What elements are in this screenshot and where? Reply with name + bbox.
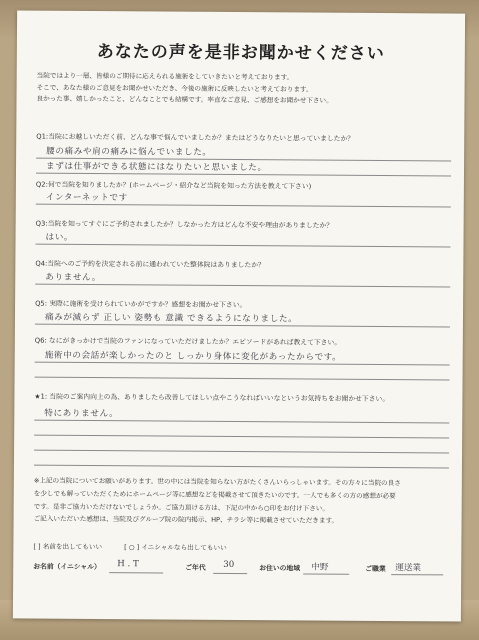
- rule-line: [35, 377, 450, 381]
- note-line: を少しでも解っていただくためにホームページ等に感想などを掲載させて頂きたいのです。一人でも多くの方の感想が必要: [33, 489, 396, 500]
- age-underline: [213, 573, 247, 574]
- page-title: あなたの声を是非お聞かせください: [96, 42, 385, 65]
- question-5: Q5: 実際に施術を受けられていかがですか？感想をお聞かせ下さい。: [35, 299, 247, 310]
- choice-name-ok[interactable]: [ ] 名前を出してもいい: [33, 542, 103, 552]
- intro-text: [36, 71, 456, 108]
- answer-1-line-1: 腰の痛みや肩の痛みに悩んでいました。: [46, 146, 212, 158]
- job-underline: [391, 574, 443, 575]
- rule-line: [34, 420, 449, 424]
- rule-line: [35, 284, 450, 288]
- answer-1-line-2: まずは仕事ができる状態にはなりたいと思いました。: [46, 161, 267, 174]
- age-label: ご年代: [185, 563, 206, 572]
- intro-line: 当院ではより一層、皆様のご期待に応えられる施術をしていきたいと考えております。: [36, 71, 294, 82]
- job-value: 運送業: [395, 563, 422, 574]
- area-label: お住いの地域: [259, 564, 301, 573]
- question-3: Q3:当院を知ってすぐにご予約されましたか？しなかった方はどんな不安や理由がありましたか？: [35, 219, 334, 230]
- job-label: ご職業: [365, 564, 386, 574]
- question-6: Q6: なにがきっかけで当院のファンになっていただけましたか？エピソードがあれば教えて下さい。: [34, 336, 342, 347]
- note-line: ※上記の当院についてお願いがあります。世の中には当院を知らない方がたくさんいらっしゃいます。その方々に当院の良さ: [33, 476, 401, 488]
- rule-line: [35, 362, 450, 366]
- question-4: Q4:当院へのご予約を決定される前に通われていた整体院はありましたか？: [35, 259, 265, 270]
- choice-initial-ok[interactable]: [ ○ ] イニシャルなら出してもいい: [124, 543, 227, 552]
- answer-star: 特にありません。: [44, 408, 119, 420]
- consent-choices: [33, 541, 453, 554]
- rule-line: [36, 173, 451, 177]
- name-value: H . T: [117, 559, 139, 570]
- answer-6: 施術中の会話が楽しかったのと しっかり身体に変化があったからです。: [44, 350, 342, 363]
- answer-5: 痛みが減らず 正しい 姿勢も 意識 できるようになりました。: [44, 312, 298, 325]
- question-2: Q2:何で当院を知りましたか？(ホームページ・紹介など当院を知った方法を教えて下さい): [35, 180, 312, 191]
- age-value: 30: [223, 559, 235, 570]
- answer-4: ありません。: [45, 272, 101, 284]
- name-underline: [109, 572, 163, 573]
- consent-note: [34, 475, 454, 529]
- area-value: 中野: [311, 562, 329, 573]
- question-1: Q1:当院にお越しいただく前、どんな事で悩んでいましたか？またはどうなりたいと思っていましたか？: [36, 132, 355, 143]
- name-label: お名前（イニシャル）: [33, 562, 101, 572]
- answer-3: はい。: [45, 232, 74, 243]
- question-star: ★1: 当院のご案内向上の為、ありましたら改善してほしい点やこうなればいいなというお気持ちをお聞かせ下さい。: [34, 392, 390, 404]
- area-underline: [303, 573, 349, 574]
- rule-line: [35, 244, 450, 248]
- rule-line: [35, 324, 450, 328]
- note-line: です。是非ご協力いただけないでしょうか。ご協力頂ける方は、下記の中から○印をお付け下さい。: [33, 502, 330, 513]
- rule-line: [36, 204, 451, 208]
- intro-line: そこで、あなた様のご意見をお聞かせいただき、今後の施術に反映したいと考えております。: [36, 83, 313, 94]
- survey-sheet: [13, 10, 465, 621]
- rule-line: [34, 435, 449, 439]
- intro-line: 良かった事、嬉しかったこと、どんなことでも結構です。率直なご意見、ご感想をお聞かせ下さい。: [36, 94, 333, 105]
- answer-2: インターネットです: [45, 192, 128, 204]
- rule-line: [34, 465, 449, 469]
- note-line: ご記入いただいた感想は、当院及びグループ院の院内掲示、HP、チラシ等に掲載させていただきます。: [33, 514, 339, 526]
- rule-line: [34, 450, 449, 454]
